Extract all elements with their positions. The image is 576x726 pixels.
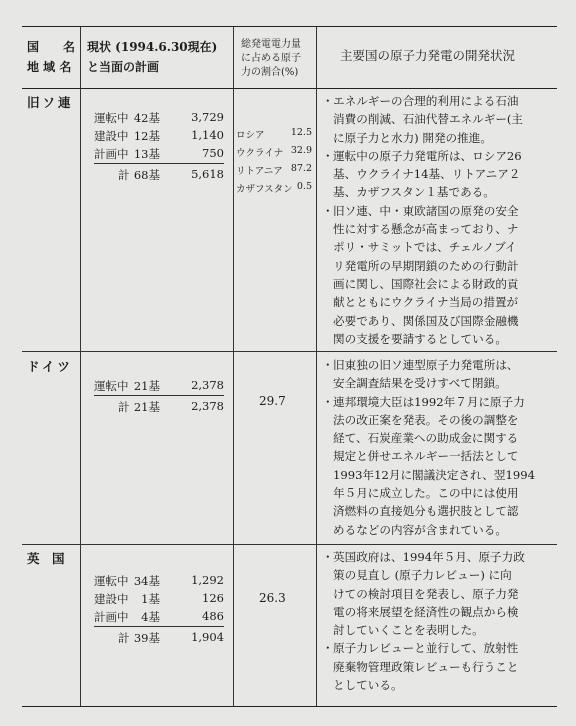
header-plan-line2: と当面の計画 [87, 60, 160, 74]
share-value: 29.7 [259, 394, 286, 408]
col-divider-3 [316, 27, 317, 706]
plan-total-count: 39基 [133, 631, 160, 645]
total-rule [94, 163, 224, 164]
row-divider-2 [22, 544, 557, 545]
plan-label: 運転中 [94, 111, 129, 125]
plan-row [94, 110, 224, 126]
plan-label: 計画中 [94, 147, 129, 161]
plan-total-row [94, 630, 224, 646]
plan-label: 運転中 [94, 574, 129, 588]
status-bullets [322, 356, 535, 539]
plan-label: 建設中 [94, 129, 129, 143]
share-value: 0.5 [296, 181, 312, 192]
plan-capacity: 1,140 [191, 128, 224, 142]
bullet-item: ・ 運転中の原子力発電所は、ロシア26 基、ウクライナ14基、リトアニア２ 基、カザフスタン１基である。 [322, 148, 522, 200]
country-name: 英 国 [27, 551, 65, 566]
plan-row [94, 378, 224, 394]
header-bottom-rule [22, 88, 557, 89]
plan-total-capacity: 2,378 [191, 399, 224, 413]
bullet-item: ・ 連邦環境大臣は1992年７月に原子力 法の改正案を発表。その後の調整を 経て、石炭産業への助成金に関する 規定と併せエネルギー一括法として 1993年12月に閣議決定され、翌1994 年５月に成立した。この中には使用 済燃料の直接処分も選択肢として認 めるなどの内容が含まれている。 [322, 394, 535, 537]
share-value: 26.3 [259, 591, 286, 605]
bullet-item: ・ 原子力レビューと並行して、放射性 廃棄物管理政策レビューも行うこと としている。 [322, 641, 519, 693]
header-plan-line1: 現状 (1994.6.30現在) [87, 40, 218, 54]
plan-total-capacity: 5,618 [191, 167, 224, 181]
plan-total-count: 68基 [133, 168, 160, 182]
row-divider-1 [22, 351, 557, 352]
plan-count: 12基 [133, 129, 160, 143]
share-row [236, 181, 312, 195]
plan-total-label: 計 [118, 168, 130, 182]
col-divider-1 [80, 27, 81, 706]
total-rule [94, 395, 224, 396]
plan-count: 1基 [141, 592, 160, 606]
bullet-item: ・ 旧ソ連、中・東欧諸国の原発の安全 性に対する懸念が高まっており、ナ ポリ・サミットでは、チェルノブイ リ発電所の早期閉鎖のための行動計 画に関し、国際社会による財政的貢 献とともにウクライナ当局の措置が 必要であり、関係国及び国際金融機 関の支援を要請するとしている。 [322, 203, 519, 346]
share-row [236, 163, 312, 177]
header-share-line1: 総発電電力量 [241, 39, 301, 50]
bullet-item: ・ 英国政府は、1994年５月、原子力政 策の見直し (原子力レビュー) に向 けての検討項目を発表し、原子力発 電の将来展望を経済性の観点から検 討していくことを表明した。 [322, 550, 525, 638]
plan-total-label: 計 [118, 400, 130, 414]
plan-capacity: 1,292 [191, 573, 224, 587]
status-bullets [322, 548, 525, 694]
plan-row [94, 591, 224, 607]
plan-total-capacity: 1,904 [191, 630, 224, 644]
country-name: ドイツ [27, 359, 73, 374]
bullet-item: ・ エネルギーの合理的利用による石油 消費の削減、石油代替エネルギー(主 に原子力と水力) 開発の推進。 [322, 94, 524, 145]
col-divider-2 [233, 27, 234, 706]
share-value: 32.9 [290, 145, 312, 156]
table-top-rule [22, 26, 557, 27]
plan-capacity: 126 [202, 591, 224, 605]
plan-label: 計画中 [94, 610, 129, 624]
country-name: 旧ソ連 [27, 95, 74, 110]
share-country: カザフスタン [236, 184, 293, 195]
share-value: 87.2 [290, 163, 312, 174]
plan-count: 21基 [133, 379, 160, 393]
share-country: リトアニア [236, 166, 283, 177]
status-bullets [322, 92, 523, 348]
plan-row [94, 146, 224, 162]
plan-capacity: 2,378 [191, 378, 224, 392]
plan-capacity: 750 [202, 146, 224, 160]
share-country: ロシア [236, 130, 265, 141]
header-share-line2: に占める原子 [241, 53, 301, 64]
plan-label: 建設中 [94, 592, 129, 606]
table-bottom-rule [22, 706, 557, 707]
plan-label: 運転中 [94, 379, 129, 393]
plan-capacity: 486 [202, 609, 224, 623]
share-row [236, 145, 312, 159]
bullet-item: ・ 旧東独の旧ソ連型原子力発電所は、 安全調査結果を受けすべて閉鎖。 [322, 358, 519, 391]
plan-count: 42基 [133, 111, 160, 125]
share-value: 12.5 [290, 127, 312, 138]
plan-total-label: 計 [118, 631, 130, 645]
share-row [236, 127, 312, 141]
total-rule [94, 626, 224, 627]
plan-row [94, 573, 224, 589]
plan-row [94, 609, 224, 625]
plan-count: 13基 [133, 147, 160, 161]
plan-capacity: 3,729 [191, 110, 224, 124]
plan-total-row [94, 399, 224, 415]
plan-total-row [94, 167, 224, 183]
plan-count: 4基 [141, 610, 160, 624]
header-country-line2: 地 域 名 [27, 60, 72, 74]
plan-count: 34基 [133, 574, 160, 588]
header-country-line1: 国 名 [27, 40, 76, 54]
share-country: ウクライナ [236, 148, 284, 159]
plan-row [94, 128, 224, 144]
header-status: 主要国の原子力発電の開発状況 [340, 48, 516, 63]
header-share-line3: 力の割合(%) [241, 67, 299, 78]
plan-total-count: 21基 [133, 400, 160, 414]
